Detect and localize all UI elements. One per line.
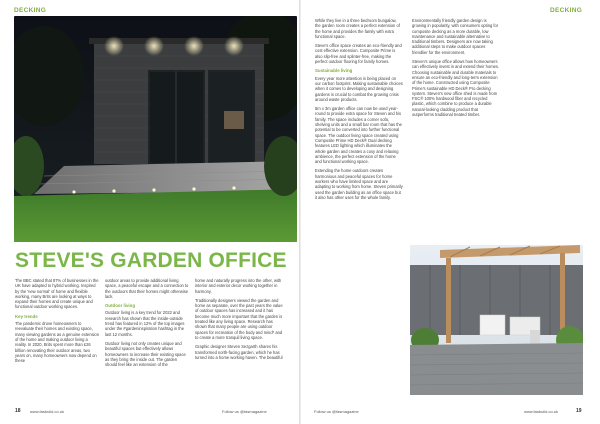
- page-number-right: 19: [576, 408, 582, 414]
- article-headline: STEVE'S GARDEN OFFICE: [15, 249, 287, 272]
- paragraph: Outdoor living is a key trend for 2022 and research has shown that the inside-outside trend has featured in 12% of the top images under the #gardeninspiration hashtag in the last 12 months.: [105, 310, 185, 337]
- subheading-sustainable-living: Sustainable living: [315, 68, 353, 74]
- paragraph: Steve's office space creates an eco-friendly and cost effective extension. Composite Prime is also slip-free and splinter-free, making the perfect outdoor flooring for family homes.: [315, 43, 402, 65]
- paragraph: Extending the home outdoors creates harmonious and peaceful spaces for home workers who have limited space and are adapting to working from home. Steven primarily used the garden building as an office space but it also has other uses for the whole family.: [315, 168, 403, 200]
- footer-site-right: www.fasbuild.co.uk: [524, 409, 559, 414]
- paragraph: outdoor areas to provide additional living space, a peaceful escape and a connection to the outdoors that their homes might otherwise lack.: [105, 278, 189, 299]
- hero-photo-garden-office: [14, 16, 297, 242]
- left-column-3: [195, 278, 285, 364]
- right-column-2: [412, 18, 500, 121]
- paragraph: 5m x 3m garden office can now be used year-round to provide extra space for Steven and his family. The space includes a corner sofa, shelving units and a small bar room that has the potential to be converted into further functional space. The outdoor living space created using Composite Prime HD Deck® Dual decking features LED lighting which illuminates the whole garden and creates a cosy and relaxing ambience, the perfect extension of the home and functional working space.: [315, 106, 402, 165]
- paragraph: Outdoor living not only creates unique and beautiful spaces but effectively allows homeowners to increase their existing space as they bring the inside out. The garden should feel like an extension of the: [105, 340, 186, 368]
- subheading-outdoor-living: Outdoor living: [105, 303, 135, 309]
- pergola-garden-photo: [410, 245, 583, 395]
- paragraph: While they live in a three bedroom bungalow, the garden room creates a perfect extension of the home and provides the family with extra functional space.: [315, 18, 400, 39]
- section-tag-right: DECKING: [550, 7, 583, 14]
- left-column-2: [105, 278, 189, 371]
- page-number-left: 18: [15, 408, 21, 414]
- section-tag-left: DECKING: [14, 7, 47, 14]
- footer-social-right: Follow us @fasmagazine: [314, 409, 359, 414]
- right-column-1: [315, 18, 403, 204]
- left-column-1: [15, 278, 99, 367]
- paragraph: Graphic designer Steven Sezgarth shares his transformed north-facing garden, which he has turned into a home working haven. The beautiful: [195, 344, 283, 360]
- paragraph: Every year more attention is being placed on our carbon footprint. Making sustainable choices when it comes to developing and designing gardens is crucial to combat the growing crisis around waste products.: [315, 75, 403, 102]
- footer-site-left: www.fasbuild.co.uk: [30, 409, 65, 414]
- subheading-key-trends: Key trends: [15, 313, 38, 319]
- footer-social-left: Follow us @fasmagazine: [222, 409, 267, 414]
- paragraph: Traditionally designers viewed the garden and home as separate, over the past years the value of outdoor spaces has increased and it has become much more important that the garden is treated like any living space. Research has shown that many people are using outdoor spaces for recreation of the body and mind* and to create a more tranquil living space.: [195, 297, 283, 340]
- paragraph: The pandemic drove homeowners to reevaluate their homes and existing space, many viewing gardens as a genuine extension of the home and making outdoor living a reality. In 2020, Brits spent more than £26 billion renovating their outdoor areas, two years on, many homeowners now depend on these: [15, 321, 99, 364]
- paragraph: Environmentally friendly garden design is growing in popularity, with consumers opting for composite decking as a more durable, low maintenance and sustainable alternative to traditional timbers. Designers are now taking additional steps to make outdoor spaces friendlier for the environment.: [412, 18, 499, 55]
- paragraph: home and naturally progress into the other, with interior and exterior decor working together in harmony.: [195, 278, 282, 294]
- paragraph: Steven's unique office allows how homeowners can effectively invest in and extend their homes. Choosing sustainable and durable materials to ensure an eco-friendly and long-term extension of the home. Constructed using Composite Prime's sustainable HD Deck® Pro decking system. Steven's new office shed is made from FSC® 100% hardwood fiber and recycled plastic, which combine to produce a durable natural-looking cladding product that outperforms traditional treated timber.: [412, 59, 500, 118]
- intro-paragraph: The BBC stated that 87% of businesses in the UK have adapted to hybrid working. Inspired by the 'new normal' of home and flexible working, many Brits are looking at ways to expand their homes and create unique and functional outdoor working spaces.: [15, 278, 99, 310]
- page-spine: [299, 0, 301, 424]
